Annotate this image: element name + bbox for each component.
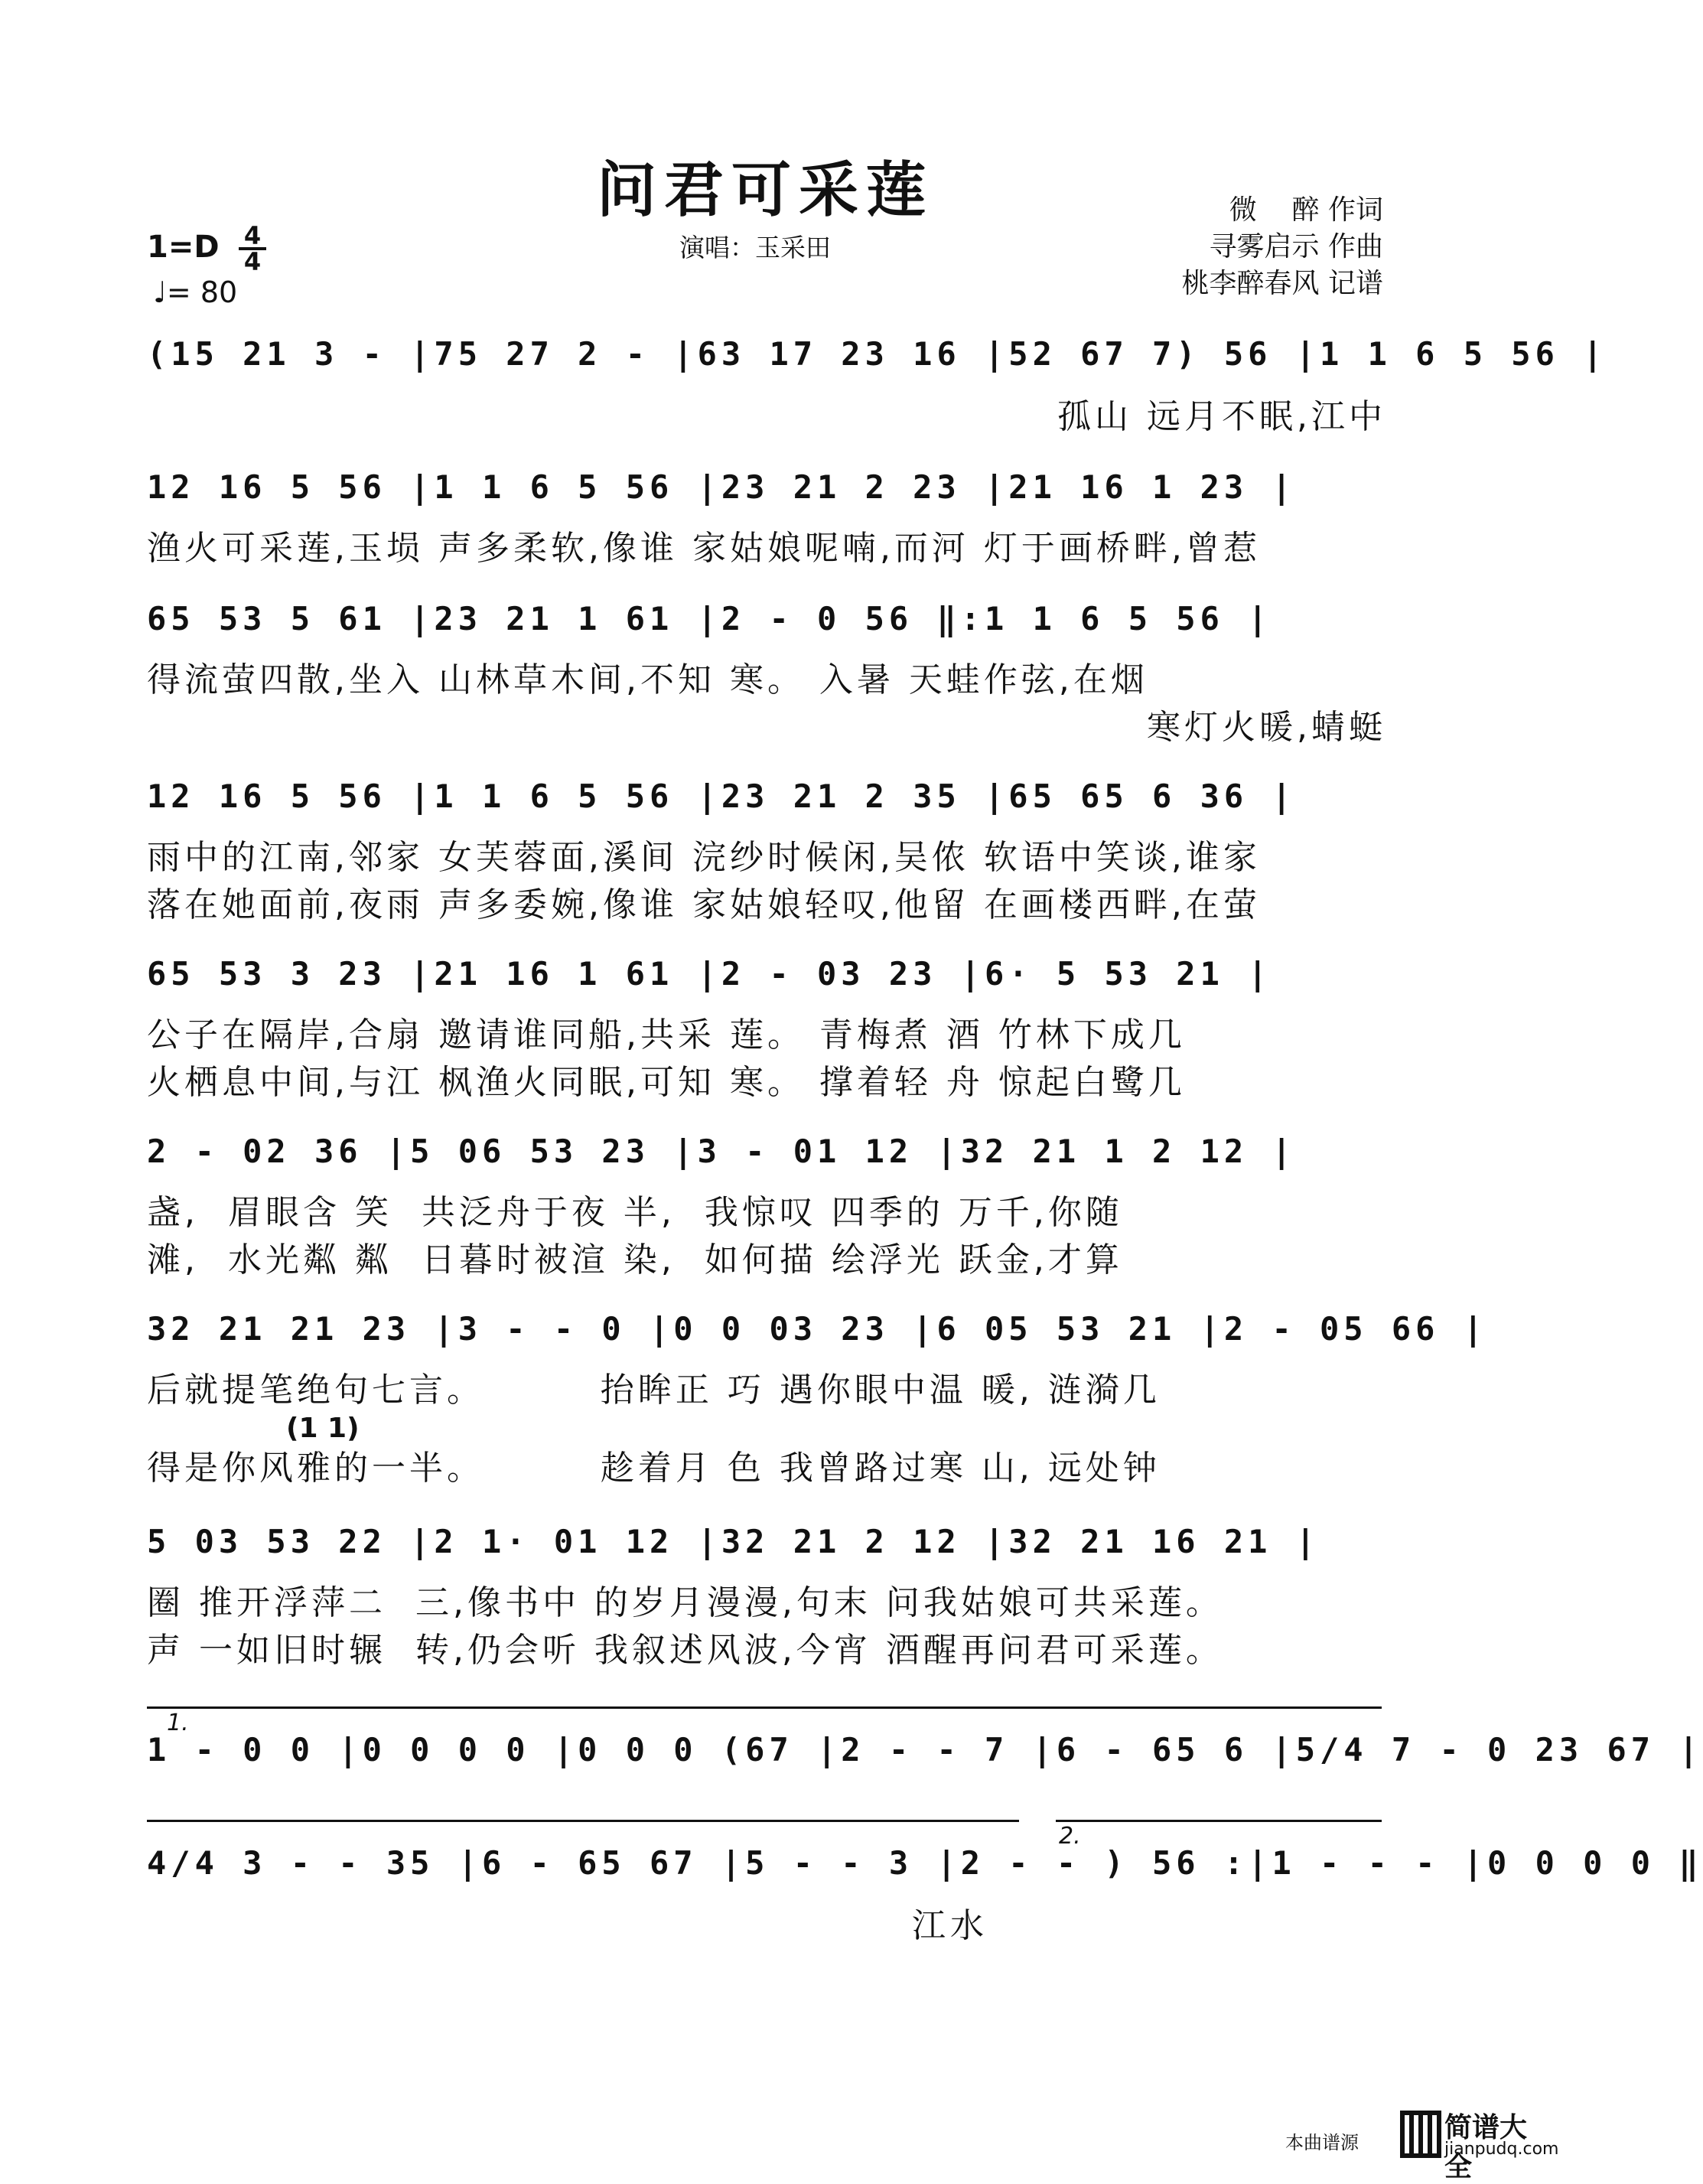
- meter-bottom: 4: [243, 247, 262, 276]
- composer-credit: 寻雾启示 作曲: [1209, 231, 1383, 262]
- site-url[interactable]: jianpudq.com: [1444, 2140, 1559, 2159]
- bracket-note: (1 1): [286, 1413, 360, 1444]
- notation-row: 65 53 5 61 |23 21 1 61 |2 - 0 56 ‖:1 1 6 5 56 |: [147, 600, 1272, 637]
- site-name[interactable]: 简谱大全: [1444, 2112, 1528, 2182]
- lyric-line: 圈 推开浮萍二 三,像书中 的岁月漫漫,句末 问我姑娘可共采莲。: [147, 1583, 1223, 1622]
- transcriber-credit: 桃李醉春风 记谱: [1181, 268, 1383, 299]
- volta-bracket-1-cont: [147, 1820, 1019, 1822]
- lyric-line: 滩, 水光粼 粼 日暮时被渲 染, 如何描 绘浮光 跃金,才算: [147, 1240, 1123, 1279]
- volta-1-label: 1.: [167, 1710, 189, 1736]
- lyric-line: 声 一如旧时辗 转,仍会听 我叙述风波,今宵 酒醒再问君可采莲。: [147, 1631, 1223, 1670]
- footer-text: 本曲谱源: [1285, 2132, 1359, 2153]
- lyric-line: 孤山 远月不眠,江中: [1057, 397, 1386, 436]
- lyric-line: 火栖息中间,与江 枫渔火同眠,可知 寒。 撑着轻 舟 惊起白鹭几: [147, 1063, 1186, 1102]
- key-signature: 1=D: [147, 230, 220, 265]
- lyric-line: 盏, 眉眼含 笑 共泛舟于夜 半, 我惊叹 四季的 万千,你随: [147, 1193, 1123, 1232]
- notation-row: 2 - 02 36 |5 06 53 23 |3 - 01 12 |32 21 1 2 12 |: [147, 1133, 1296, 1170]
- lyric-line: 公子在隔岸,合扇 邀请谁同船,共采 莲。 青梅煮 酒 竹林下成几: [147, 1015, 1186, 1055]
- lyric-line: 得流萤四散,坐入 山林草木间,不知 寒。 入暑 天蛙作弦,在烟: [147, 660, 1148, 699]
- lyric-line: 得是你风雅的一半。 趁着月 色 我曾路过寒 山, 远处钟: [147, 1449, 1161, 1488]
- lyric-line: 落在她面前,夜雨 声多委婉,像谁 家姑娘轻叹,他留 在画楼西畔,在萤: [147, 885, 1261, 924]
- notation-row: (15 21 3 - |75 27 2 - |63 17 23 16 |52 67 7) 56 |1 1 6 5 56 |: [147, 335, 1607, 373]
- notation-row: 32 21 21 23 |3 - - 0 |0 0 03 23 |6 05 53 21 |2 - 05 66 |: [147, 1310, 1488, 1348]
- singer: 演唱：玉采田: [679, 233, 831, 262]
- lyric-line: 雨中的江南,邻家 女芙蓉面,溪间 浣纱时候闲,吴侬 软语中笑谈,谁家: [147, 838, 1261, 877]
- notation-row: 5 03 53 22 |2 1· 01 12 |32 21 2 12 |32 21 16 21 |: [147, 1523, 1320, 1560]
- volta-bracket-1: [147, 1706, 1382, 1709]
- meter-top: 4: [243, 221, 262, 250]
- time-signature: [239, 221, 266, 276]
- lyric-line: 后就提笔绝句七言。 抬眸正 巧 遇你眼中温 暖, 涟漪几: [147, 1371, 1161, 1410]
- notation-row: 1 - 0 0 |0 0 0 0 |0 0 0 (67 |2 - - 7 |6 - 65 6 |5/4 7 - 0 23 67 |: [147, 1731, 1703, 1768]
- lyric-line: 江水: [912, 1906, 988, 1945]
- title: 问君可采莲: [596, 155, 933, 225]
- volta-2-label: 2.: [1059, 1823, 1081, 1850]
- lyric-line: 渔火可采莲,玉埙 声多柔软,像谁 家姑娘呢喃,而河 灯于画桥畔,曾惹: [147, 529, 1261, 568]
- volta-bracket-2: [1056, 1820, 1382, 1822]
- lyric-line: 寒灯火暖,蜻蜓: [1147, 708, 1386, 747]
- notation-row: 4/4 3 - - 35 |6 - 65 67 |5 - - 3 |2 - - ) 56 :|1 - - - |0 0 0 0 ‖: [147, 1844, 1703, 1882]
- tempo-marking: ♩= 80: [153, 275, 238, 309]
- notation-row: 65 53 3 23 |21 16 1 61 |2 - 03 23 |6· 5 53 21 |: [147, 955, 1272, 993]
- notation-row: 12 16 5 56 |1 1 6 5 56 |23 21 2 23 |21 16 1 23 |: [147, 468, 1296, 506]
- notation-row: 12 16 5 56 |1 1 6 5 56 |23 21 2 35 |65 65 6 36 |: [147, 777, 1296, 815]
- lyricist-credit: 微 醉 作词: [1229, 194, 1383, 226]
